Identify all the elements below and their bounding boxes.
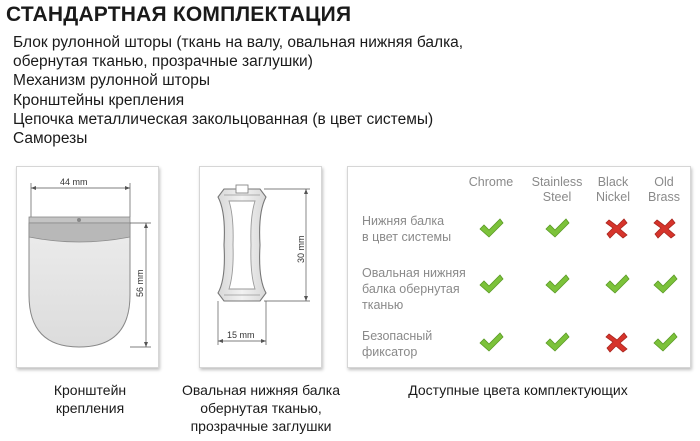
check-icon (652, 331, 678, 353)
check-icon (544, 331, 570, 353)
bottom-bar-profile-panel (199, 166, 322, 368)
package-item: Цепочка металлическая закольцованная (в цвет системы) (13, 110, 434, 128)
column-header-stainless-steel: Stainless Steel (531, 175, 583, 204)
check-icon (478, 331, 504, 353)
profile-drawing (200, 167, 321, 367)
caption-bracket: Кронштейн крепления (53, 382, 127, 416)
row-label-safety-lock: Безопасный фиксатор (362, 329, 433, 359)
package-item: обернутая тканью, прозрачные заглушки) (13, 53, 313, 71)
caption-bottom-bar: Овальная нижняя балка обернутая тканью, прозрачные заглушки (182, 382, 340, 434)
profile-height-label: 30 mm (296, 235, 306, 263)
caption-available-colors: Доступные цвета комплектующих (408, 382, 628, 398)
column-header-black-nickel: Black Nickel (595, 175, 631, 204)
cross-icon (652, 217, 678, 239)
cross-icon (604, 217, 630, 239)
check-icon (652, 273, 678, 295)
column-header-old-brass: Old Brass (648, 175, 680, 204)
package-items-list (13, 33, 463, 148)
check-icon (544, 273, 570, 295)
package-item: Блок рулонной шторы (ткань на валу, овальная нижняя балка, (13, 34, 464, 51)
cross-icon (604, 331, 630, 353)
bracket-drawing (17, 167, 158, 367)
column-header-chrome: Chrome (468, 175, 514, 189)
check-icon (478, 273, 504, 295)
row-label-oval-bar-fabric-wrapped: Овальная нижняя балка обернутая тканью (362, 266, 466, 312)
row-label-bottom-bar-system-color: Нижняя балка в цвет системы (362, 214, 452, 244)
package-item: Саморезы (13, 130, 88, 148)
check-icon (544, 217, 570, 239)
profile-width-label: 15 mm (227, 330, 255, 340)
page-title: СТАНДАРТНАЯ КОМПЛЕКТАЦИЯ (6, 3, 352, 26)
bracket-width-label: 44 mm (60, 177, 88, 187)
available-colors-panel (347, 166, 691, 368)
check-icon (604, 273, 630, 295)
package-item: Механизм рулонной шторы (13, 72, 210, 90)
check-icon (478, 217, 504, 239)
bracket-height-label: 56 mm (135, 269, 145, 297)
bracket-diagram-panel (16, 166, 159, 368)
package-item: Кронштейны крепления (13, 91, 185, 109)
